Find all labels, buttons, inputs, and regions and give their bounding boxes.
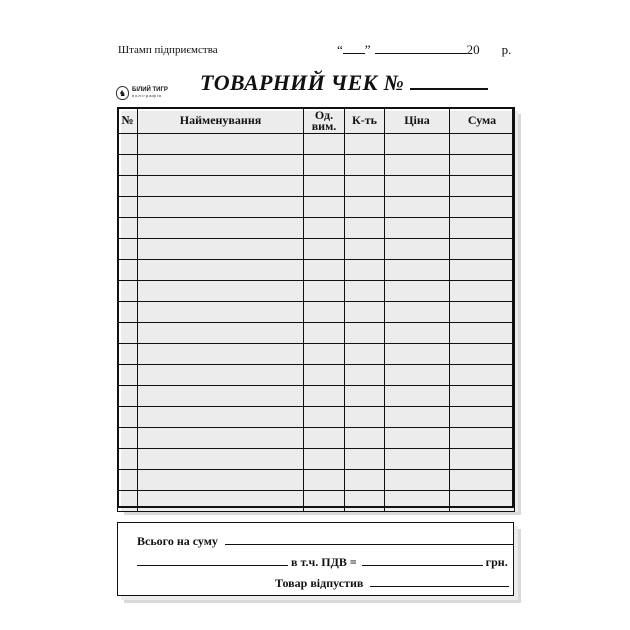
column-price: Ціна	[385, 108, 450, 134]
page-title	[200, 70, 488, 96]
title-text: ТОВАРНИЙ ЧЕК №	[200, 70, 404, 95]
column-number: №	[118, 108, 138, 134]
date-close-quote: ”	[364, 42, 371, 57]
logo-name: БІЛИЙ ТИГР	[132, 87, 168, 93]
day-blank[interactable]	[343, 53, 365, 54]
year-prefix: 20	[466, 42, 480, 57]
vat-row	[137, 554, 508, 570]
totals-box	[117, 522, 514, 596]
vat-amount-field[interactable]	[362, 554, 483, 566]
tiger-icon: ♞	[116, 86, 129, 100]
column-sum: Сума	[450, 108, 515, 134]
date-open-quote: “	[337, 42, 343, 57]
receipt-number-blank[interactable]	[410, 88, 488, 90]
vat-label: в т.ч. ПДВ =	[291, 555, 357, 569]
amount-words-field[interactable]	[137, 554, 288, 566]
stamp-label: Штамп підприємства	[118, 44, 218, 56]
column-name: Найменування	[138, 108, 304, 134]
total-label: Всього на суму	[137, 534, 218, 548]
released-label: Товар відпустив	[275, 576, 364, 590]
brand-logo	[116, 86, 168, 100]
released-signature-field[interactable]	[370, 575, 509, 587]
currency-label: грн.	[485, 555, 508, 569]
column-unit: Од. вим.	[304, 108, 345, 134]
logo-tagline: поліграфія	[132, 93, 162, 98]
released-row	[275, 575, 509, 591]
total-row	[137, 533, 513, 549]
table-frame	[117, 107, 514, 508]
year-suffix: р.	[501, 42, 512, 57]
month-blank[interactable]	[375, 53, 467, 54]
date-line	[337, 42, 511, 58]
total-amount-field[interactable]	[225, 533, 513, 545]
column-quantity: К-ть	[345, 108, 385, 134]
